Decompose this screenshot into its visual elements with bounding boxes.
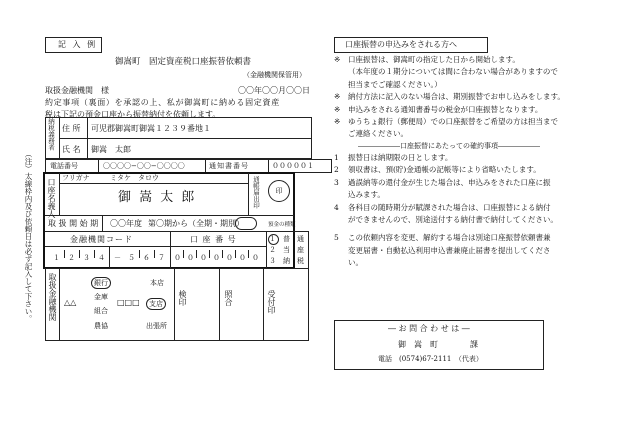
digit-cell: ５ — [128, 254, 135, 262]
term-line: 各科目の随時期分が賦課された場合は、口座振替による納付 — [348, 202, 551, 212]
furigana-value: ミタケ タロウ — [110, 174, 159, 182]
digit-cell: ０ — [187, 254, 194, 262]
kind-shuchojo: 出張所 — [146, 322, 167, 330]
note-text: 口座振替は、御嵩町の指定した日から開始します。 — [348, 55, 520, 64]
digit-cell: ３ — [83, 254, 90, 262]
term-num: 2 — [334, 165, 339, 175]
name-value: 御嵩 太郎 — [91, 145, 131, 154]
note-text: 担当までご確認ください。） — [348, 79, 442, 89]
deposit-type-num-2: ２ — [269, 246, 276, 254]
note-mark: ※ — [334, 55, 341, 64]
digit-cell: ０ — [239, 254, 246, 262]
handling-delta: △△ — [64, 298, 77, 307]
inspection-seal-label: 検印 — [178, 290, 187, 306]
term-line: い。 — [348, 258, 363, 268]
bank-code-dash: － — [114, 254, 121, 262]
period-circle — [235, 217, 257, 230]
notice-value: ０００００１ — [272, 162, 314, 170]
kind-noukyou: 農協 — [94, 322, 108, 330]
notice-label: 通知書番号 — [209, 162, 249, 170]
digit-cell: ０ — [252, 254, 259, 262]
deposit-type-num-1: １ — [269, 235, 276, 243]
deposit-type-label: 預金の種類 — [268, 222, 296, 228]
handling-squares: □□□ — [117, 298, 140, 307]
note-text: ゆうちょ銀行（郵便局）での口座振替をご希望の方は担当まで — [348, 117, 558, 127]
request-date: 〇〇年〇〇月〇〇日 — [238, 86, 310, 95]
name-label: 氏 名 — [62, 145, 81, 154]
form-title: 御嵩町 固定資産税口座振替依頼書 — [115, 57, 252, 67]
term-line: 込みます。 — [348, 190, 385, 200]
phone-value: 〇〇〇〇−〇〇−〇〇〇〇 — [103, 162, 185, 170]
term-line: この依頼内容を変更、解約する場合は別途口座振替依頼書兼 — [348, 233, 551, 243]
intro-line-2: 税は下記の預金口座から振替納付を依頼します。 — [45, 110, 221, 119]
start-period: 第〇期から（全期・期別） — [148, 219, 244, 228]
deposit-type-num-3: ３ — [269, 257, 276, 265]
institution-copy: （金融機関保管用） — [243, 71, 306, 79]
kind-kinko: 金庫 — [94, 293, 108, 301]
deposit-type-3: 納 税 — [283, 257, 304, 265]
term-num: 4 — [334, 202, 339, 212]
addressee: 取扱金融機関 様 — [45, 86, 109, 95]
start-year: 〇〇年度 — [110, 219, 142, 228]
holder-section-label: 口座名義人 — [47, 178, 56, 218]
digit-cell: ６ — [143, 254, 150, 262]
note-text: ご連絡ください。 — [348, 129, 408, 139]
digit-cell: ０ — [174, 254, 181, 262]
term-line: 過誤納等の還付金が生じた場合は、申込みをされた口座に振 — [348, 177, 551, 187]
note-mark: ※ — [334, 117, 341, 127]
note-text: 申込みをされる通知書番号の税金が口座振替となります。 — [348, 104, 543, 114]
right-notes — [334, 54, 565, 141]
term-line: 領収書は、預(貯)金通帳の記帳等により省略いたします。 — [348, 165, 541, 175]
seal-section-label: 通帳届出印 — [252, 176, 260, 209]
note-text: 納付方法に記入のない場合は、期別振替でお申し込みをします。 — [348, 92, 565, 102]
digit-cell: ２ — [68, 254, 75, 262]
term-num: 1 — [334, 153, 339, 162]
term-line: 振替日は納期限の日とします。 — [348, 153, 453, 162]
term-line: ができませんので、別途送付する納付書で納付してください。 — [348, 215, 558, 225]
terms-title: ――――――口座振替にあたっての確約事項―――――― — [358, 142, 540, 150]
contact-phone: 電話 (0574)67-2111 （代表） — [378, 355, 483, 363]
intro-line-1: 約定事項（裏面）を承認の上、私が御嵩町に納める固定資産 — [45, 98, 280, 107]
kind-kumiai: 組合 — [94, 307, 108, 315]
digit-cell: ０ — [213, 254, 220, 262]
furigana-label: フリガナ — [62, 174, 90, 182]
deposit-type-1: 普 通 — [283, 235, 304, 243]
account-no-label: 口 座 番 号 — [190, 235, 237, 244]
phone-label: 電話番号 — [50, 162, 78, 170]
handling-section-label: 取扱金融機関 — [48, 273, 57, 321]
seal-label: 印 — [275, 187, 283, 195]
digit-cell: １ — [53, 254, 60, 262]
digit-cell: ４ — [98, 254, 105, 262]
term-line: 変更届書・自動払込利用申込書兼廃止届書を提出してくださ — [348, 245, 551, 255]
note-mark: ※ — [334, 92, 341, 102]
seal-circle — [268, 180, 290, 202]
kind-honten: 本店 — [150, 279, 164, 287]
digit-cell: ０ — [200, 254, 207, 262]
verification-label: 照合 — [224, 290, 233, 306]
side-note: （注）太線枠内及び依頼日は必ず記入して下さい。 — [24, 150, 33, 323]
contact-office: 御 嵩 町 課 — [398, 340, 478, 349]
deposit-type-2: 当 座 — [283, 246, 304, 254]
term-num: 3 — [334, 177, 339, 187]
digit-cell: ７ — [158, 254, 165, 262]
address-value: 可児郡御嵩町御嵩１２３９番地１ — [91, 124, 211, 133]
receipt-seal-label: 受付印 — [267, 290, 276, 314]
holder-name: 御 嵩 太 郎 — [118, 190, 197, 205]
address-label: 住 所 — [62, 124, 81, 133]
terms-list — [334, 152, 558, 270]
note-text: （本年度の１期分については間に合わない場合がありますので — [348, 67, 558, 77]
sample-label: 記 入 例 — [58, 40, 98, 49]
right-title: 口座振替の申込みをされる方へ — [345, 40, 457, 49]
start-label: 取 扱 開 始 期 — [48, 219, 99, 228]
note-mark: ※ — [334, 104, 341, 114]
applicant-section-label: 納税義務者 — [47, 118, 55, 151]
contact-title: ― お 問 合 わ せ は ― — [388, 324, 470, 333]
digit-cell: ０ — [226, 254, 233, 262]
term-num: 5 — [334, 233, 339, 243]
bank-code-label: 金融機関コード — [70, 235, 133, 244]
kind-shiten: 支店 — [149, 300, 163, 308]
kind-bank: 銀行 — [94, 279, 108, 287]
